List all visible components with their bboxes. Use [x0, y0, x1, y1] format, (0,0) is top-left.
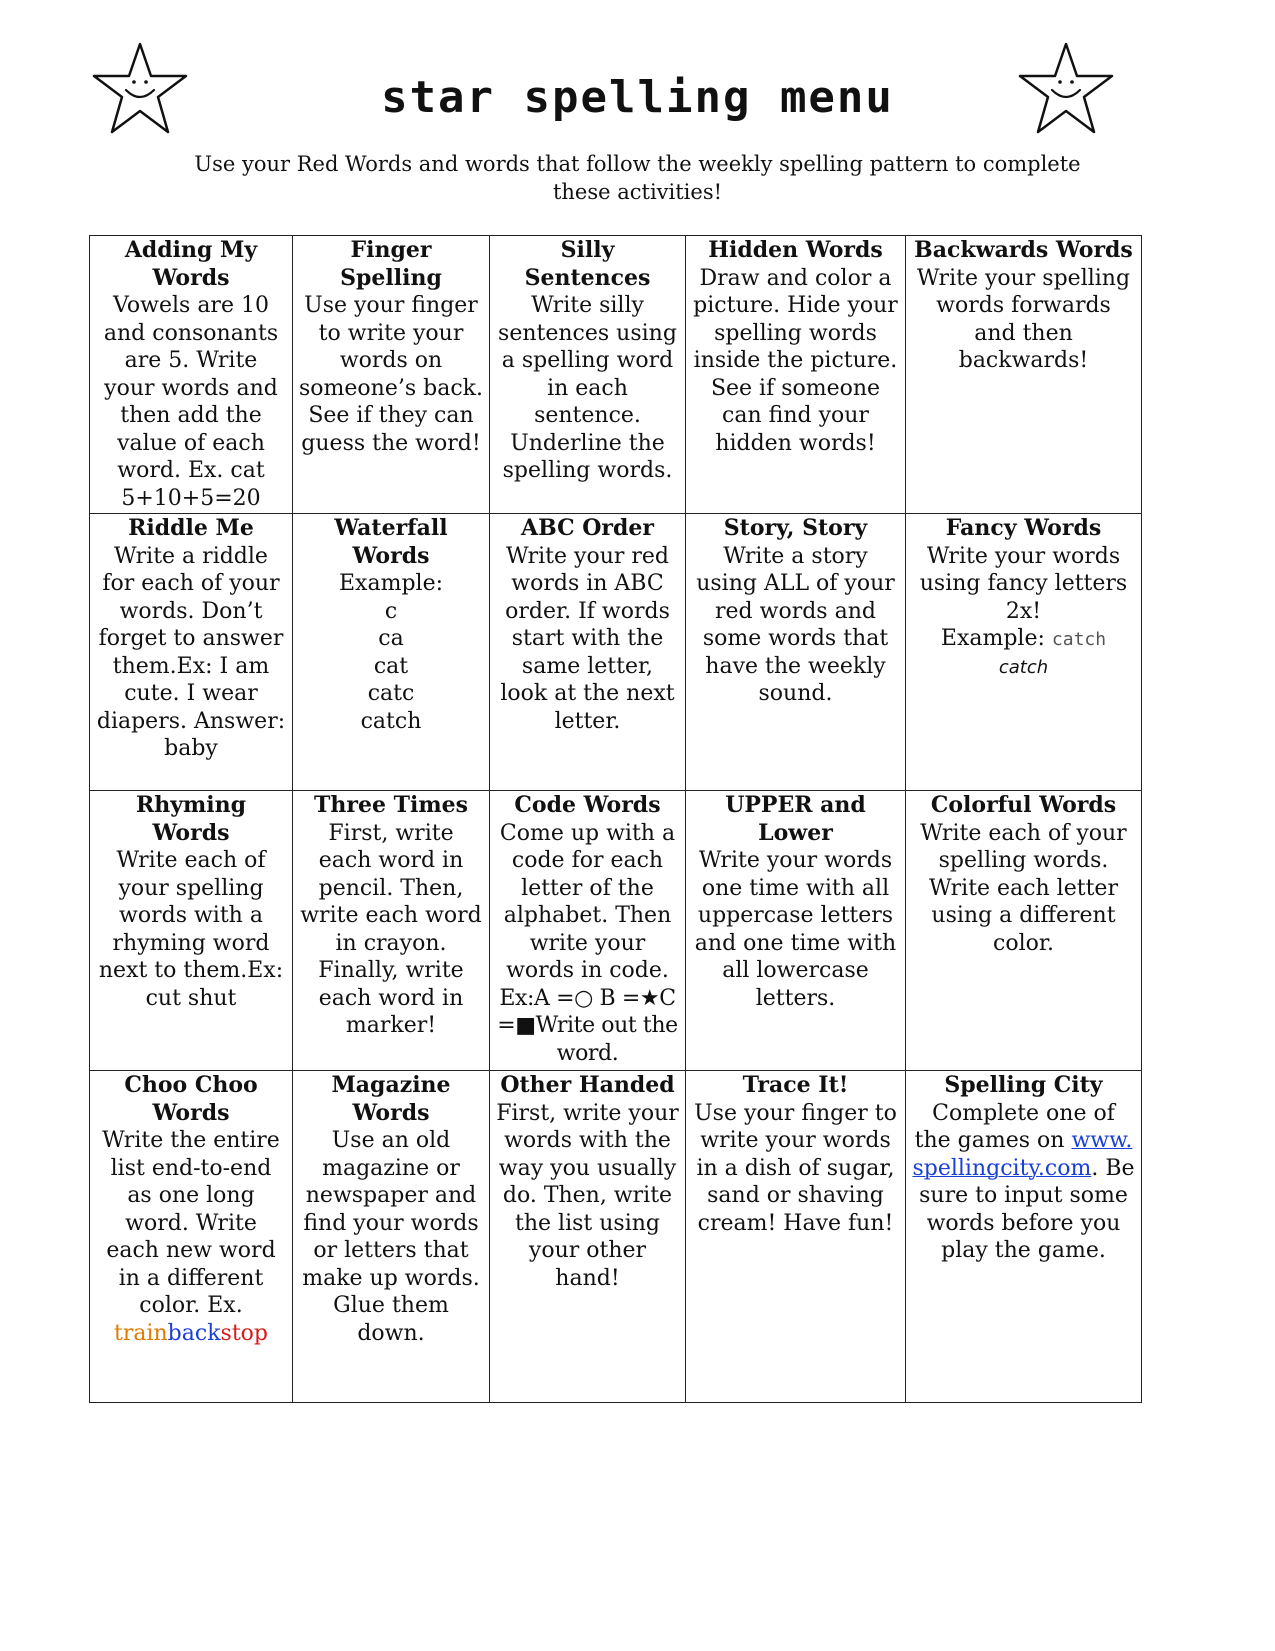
cell-title: Story, Story: [723, 515, 868, 541]
cell-title: Rhyming Words: [135, 792, 247, 846]
menu-cell-choo-choo-words: [90, 1071, 293, 1403]
cell-title: Trace It!: [742, 1072, 849, 1098]
cell-title: Waterfall Words: [334, 515, 448, 569]
waterfall-step: cat: [373, 653, 409, 679]
menu-cell-code-words: [490, 791, 686, 1071]
cell-body: Write each of your spelling words. Write each letter using a different color.: [920, 820, 1127, 956]
body-text-before-link: Complete one of the games on: [914, 1100, 1115, 1153]
menu-row: [90, 514, 1142, 791]
menu-cell-three-times: [293, 791, 490, 1071]
subtitle-line-2: these activities!: [552, 180, 723, 204]
cell-title: UPPER and Lower: [725, 792, 866, 846]
menu-cell-rhyming-words: [90, 791, 293, 1071]
menu-cell-waterfall-words: [293, 514, 490, 791]
menu-row: [90, 1071, 1142, 1403]
menu-cell-riddle-me: [90, 514, 293, 791]
waterfall-step: catc: [367, 681, 415, 706]
page-title: star spelling menu: [381, 72, 894, 123]
cell-title: Magazine Words: [331, 1072, 451, 1126]
menu-cell-silly-sentences: [490, 236, 686, 514]
menu-cell-other-handed: [490, 1071, 686, 1403]
cell-title: Spelling City: [944, 1072, 1103, 1098]
cell-body: Write your red words in ABC order. If words start with the same letter, look at the next letter.: [500, 543, 675, 734]
waterfall-step: c: [384, 598, 398, 624]
cell-body: Write the entire list end-to-end as one long word. Write each new word in a different color. Ex.: [102, 1128, 280, 1318]
menu-row: [90, 791, 1142, 1071]
menu-cell-magazine-words: [293, 1071, 490, 1403]
spelling-menu-grid: [89, 235, 1142, 1403]
example-word-red: stop: [220, 1320, 268, 1346]
example-label: Example:: [940, 626, 1045, 651]
menu-cell-colorful-words: [906, 791, 1142, 1071]
cell-body: Write your spelling words forwards and then backwards!: [916, 265, 1131, 373]
cell-body: Write your words using fancy letters 2x!: [919, 543, 1128, 624]
body-text-after-link: . Be sure to input some words before you play the game.: [919, 1155, 1135, 1263]
menu-cell-adding-my-words: [90, 236, 293, 514]
cell-body: Use an old magazine or newspaper and find your words or letters that make up words. Glue them down.: [302, 1128, 480, 1346]
cell-title: Finger Spelling: [340, 237, 442, 291]
cell-title: Backwards Words: [914, 237, 1133, 263]
cell-body: Write your words one time with all uppercase letters and one time with all lowercase letters.: [694, 848, 897, 1011]
spellingcity-link[interactable]: www.spellingcity.com: [912, 1128, 1133, 1181]
cell-title: Other Handed: [500, 1072, 675, 1098]
choo-choo-example: [96, 1320, 286, 1348]
example-word-orange: train: [113, 1320, 168, 1346]
cell-title: Three Times: [314, 792, 468, 818]
script-example-word: catch: [998, 656, 1049, 678]
cell-title: Choo Choo Words: [124, 1072, 258, 1126]
cell-body: [912, 1100, 1135, 1265]
example-label: Example:: [339, 571, 443, 596]
cell-body: First, write each word in pencil. Then, write each word in crayon. Finally, write each word in marker!: [300, 820, 482, 1038]
menu-cell-spelling-city: [906, 1071, 1142, 1403]
cell-title: ABC Order: [521, 515, 654, 541]
cell-body: Come up with a code for each letter of the alphabet. Then write your words in code.: [499, 820, 676, 983]
cell-title: Code Words: [514, 792, 661, 818]
menu-cell-hidden-words: [686, 236, 906, 514]
code-example: Ex:A =○ B =★C =■Write out the word.: [497, 985, 678, 1066]
cell-title: Riddle Me: [128, 515, 254, 541]
cell-body: Write a riddle for each of your words. Don’t forget to answer them.Ex: I am cute. I wear diapers. Answer: baby: [96, 543, 286, 761]
cell-body: Use your finger to write your words on someone’s back. See if they can guess the word!: [299, 293, 483, 456]
fancy-example: [912, 625, 1135, 654]
cell-title: Hidden Words: [708, 237, 883, 263]
cell-title: Fancy Words: [945, 515, 1102, 541]
waterfall-step: ca: [378, 626, 404, 651]
cell-body: Vowels are 10 and consonants are 5. Write your words and then add the value of each word. Ex. cat 5+10+5=20: [103, 293, 279, 511]
menu-cell-story-story: [686, 514, 906, 791]
waterfall-step: catch: [360, 708, 422, 734]
fancy-example-word: catch: [1051, 629, 1107, 650]
menu-row: [90, 236, 1142, 514]
menu-cell-trace-it: [686, 1071, 906, 1403]
menu-cell-fancy-words: [906, 514, 1142, 791]
cell-title: Colorful Words: [930, 792, 1117, 818]
cell-body: Draw and color a picture. Hide your spelling words inside the picture. See if someone can find your hidden words!: [693, 265, 898, 456]
menu-cell-finger-spelling: [293, 236, 490, 514]
cell-title: Silly Sentences: [524, 237, 651, 291]
cell-body: Write silly sentences using a spelling word in each sentence. Underline the spelling words.: [498, 293, 677, 483]
menu-cell-upper-and-lower: [686, 791, 906, 1071]
cell-body: First, write your words with the way you usually do. Then, write the list using your other hand!: [496, 1100, 679, 1291]
cell-body: Write each of your spelling words with a rhyming word next to them.Ex: cut shut: [98, 848, 284, 1011]
example-word-blue: back: [167, 1320, 221, 1346]
cell-title: Adding My Words: [124, 237, 258, 291]
cell-body: Use your finger to write your words in a dish of sugar, sand or shaving cream! Have fun!: [694, 1100, 897, 1236]
subtitle-line-1: Use your Red Words and words that follow the weekly spelling pattern to complete: [194, 152, 1081, 176]
menu-cell-backwards-words: [906, 236, 1142, 514]
menu-cell-abc-order: [490, 514, 686, 791]
cell-body: Write a story using ALL of your red words and some words that have the weekly sound.: [696, 543, 895, 706]
page-subtitle: [180, 150, 1095, 206]
